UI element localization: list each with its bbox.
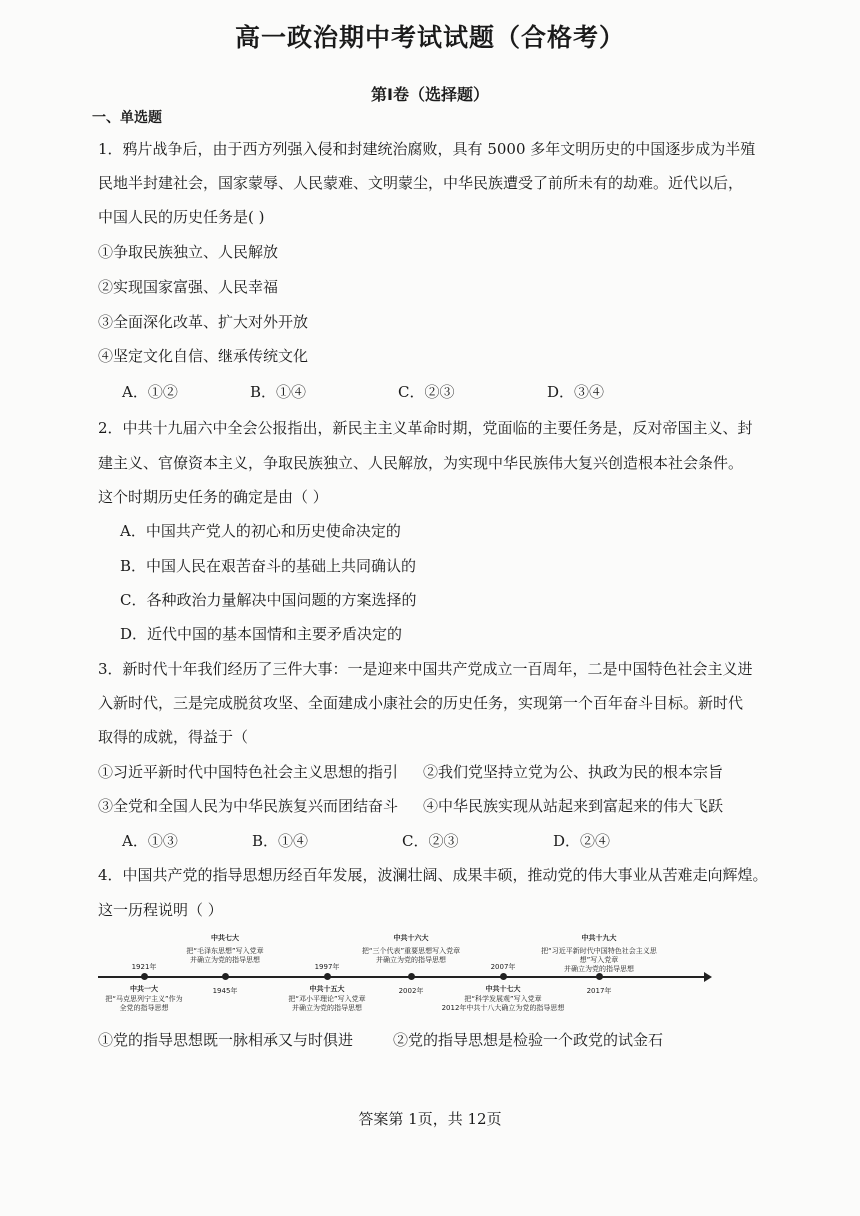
q1-option-a[interactable]: A．①② [122, 383, 178, 401]
q1-option-b[interactable]: B．①④ [250, 383, 307, 401]
timeline-year: 2007年 [490, 963, 516, 971]
timeline-year: 1945年 [212, 987, 238, 995]
q3-stem-line-3: 取得的成就，得益于（ [98, 728, 249, 746]
q3-item-4: ④中华民族实现从站起来到富起来的伟大飞跃 [423, 797, 724, 815]
timeline-congress: 中共一大 [130, 985, 158, 993]
timeline-event-text: 把“习近平新时代中国特色社会主义思想”写入党章 并确立为党的指导思想 [541, 947, 657, 973]
q3-option-d[interactable]: D．②④ [553, 832, 611, 850]
q3-option-c[interactable]: C．②③ [402, 832, 459, 850]
timeline-congress: 中共十九大 [581, 934, 617, 942]
q2-option-a[interactable]: A．中国共产党人的初心和历史使命决定的 [120, 522, 401, 540]
timeline-year: 2002年 [398, 987, 424, 995]
timeline-congress: 中共十七大 [485, 985, 521, 993]
q1-item-4: ④坚定文化自信、继承传统文化 [98, 347, 309, 365]
timeline-axis [98, 976, 708, 978]
timeline-event-text: 把“马克思列宁主义”作为 全党的指导思想 [105, 995, 183, 1012]
q3-stem-line-2: 入新时代，三是完成脱贫攻坚、全面建成小康社会的历史任务，实现第一个百年奋斗目标。新时代 [98, 694, 744, 712]
q2-option-b[interactable]: B．中国人民在艰苦奋斗的基础上共同确认的 [120, 557, 417, 575]
q3-item-2: ②我们党坚持立党为公、执政为民的根本宗旨 [423, 763, 724, 781]
timeline-dot [596, 973, 603, 980]
section-heading: 一、单选题 [92, 110, 162, 126]
timeline-event-text: 把“毛泽东思想”写入党章 并确立为党的指导思想 [186, 947, 264, 964]
q3-option-a[interactable]: A．①③ [122, 832, 178, 850]
timeline-dot [408, 973, 415, 980]
q1-option-c[interactable]: C．②③ [398, 383, 455, 401]
q4-stem-line-1: 4．中国共产党的指导思想历经百年发展，波澜壮阔、成果丰硕，推动党的伟大事业从苦难走向辉煌。 [98, 866, 768, 884]
q1-stem-line-1: 1．鸦片战争后，由于西方列强入侵和封建统治腐败，具有 5000 多年文明历史的中国逐步成为半殖 [98, 140, 756, 158]
q1-item-2: ②实现国家富强、人民幸福 [98, 278, 279, 296]
timeline-event-text: 把“三个代表”重要思想写入党章 并确立为党的指导思想 [361, 947, 461, 964]
timeline-congress: 中共十五大 [309, 985, 345, 993]
timeline-year: 1921年 [131, 963, 157, 971]
q3-item-1: ①习近平新时代中国特色社会主义思想的指引 [98, 763, 399, 781]
q2-stem-line-1: 2．中共十九届六中全会公报指出，新民主主义革命时期，党面临的主要任务是，反对帝国主义、封 [98, 419, 753, 437]
timeline-year: 1997年 [314, 963, 340, 971]
timeline-congress: 中共七大 [211, 934, 239, 942]
paper-subtitle: 第Ⅰ卷（选择题） [371, 85, 489, 104]
q2-option-d[interactable]: D．近代中国的基本国情和主要矛盾决定的 [120, 625, 403, 643]
q3-option-b[interactable]: B．①④ [252, 832, 309, 850]
q2-option-c[interactable]: C．各种政治力量解决中国问题的方案选择的 [120, 591, 417, 609]
timeline-arrow-icon [704, 972, 712, 982]
q1-item-1: ①争取民族独立、人民解放 [98, 243, 279, 261]
q2-stem-line-2: 建主义、官僚资本主义，争取民族独立、人民解放，为实现中华民族伟大复兴创造根本社会条件。 [98, 454, 744, 472]
timeline-dot [141, 973, 148, 980]
q3-stem-line-1: 3．新时代十年我们经历了三件大事：一是迎来中国共产党成立一百周年，二是中国特色社会主义进 [98, 660, 753, 678]
timeline-event-text: 把“邓小平理论”写入党章 并确立为党的指导思想 [288, 995, 366, 1012]
q3-item-3: ③全党和全国人民为中华民族复兴而团结奋斗 [98, 797, 399, 815]
page-title: 高一政治期中考试试题（合格考） [234, 23, 625, 52]
timeline-congress: 中共十六大 [393, 934, 429, 942]
q4-stem-line-2: 这一历程说明（ ） [98, 901, 223, 919]
timeline-event-text: 把“科学发展观”写入党章 2012年中共十八大确立为党的指导思想 [441, 995, 565, 1012]
q1-stem-line-2: 民地半封建社会，国家蒙辱、人民蒙难、文明蒙尘，中华民族遭受了前所未有的劫难。近代以后， [98, 174, 744, 192]
q2-stem-line-3: 这个时期历史任务的确定是由（ ） [98, 488, 328, 506]
q4-item-2: ②党的指导思想是检验一个政党的试金石 [393, 1031, 664, 1049]
page-footer: 答案第 1页，共 12页 [358, 1110, 502, 1128]
q1-item-3: ③全面深化改革、扩大对外开放 [98, 313, 309, 331]
timeline-dot [324, 973, 331, 980]
q4-item-1: ①党的指导思想既一脉相承又与时俱进 [98, 1031, 354, 1049]
q1-option-d[interactable]: D．③④ [547, 383, 605, 401]
timeline-dot [500, 973, 507, 980]
q1-stem-line-3: 中国人民的历史任务是( ) [98, 208, 265, 226]
timeline-dot [222, 973, 229, 980]
timeline-year: 2017年 [586, 987, 612, 995]
guiding-thought-timeline [98, 930, 718, 1020]
